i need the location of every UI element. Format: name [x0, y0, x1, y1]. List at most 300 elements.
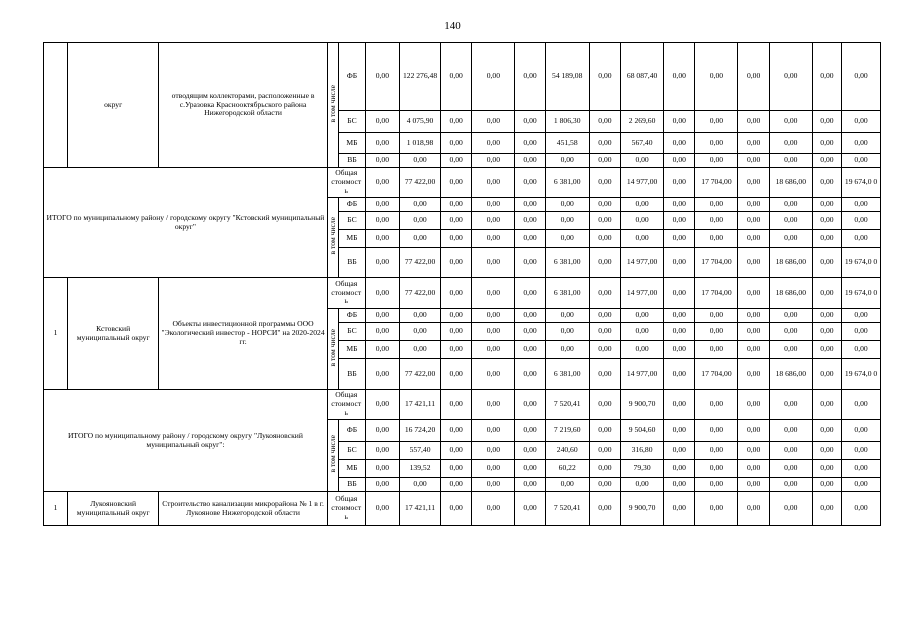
value-cell: 0,00: [440, 248, 471, 278]
value-cell: 0,00: [738, 198, 769, 212]
value-cell: 0,00: [812, 230, 841, 248]
value-cell: 16 724,20: [400, 420, 441, 442]
value-cell: 0,00: [695, 133, 738, 154]
value-cell: 0,00: [440, 278, 471, 309]
in-that-number-label: в том числе: [327, 84, 337, 123]
funding-source-cell: МБ: [339, 341, 365, 359]
value-cell: 0,00: [769, 133, 812, 154]
value-cell: 0,00: [515, 278, 545, 309]
value-cell: 0,00: [440, 111, 471, 133]
value-cell: 0,00: [842, 323, 881, 341]
value-cell: 0,00: [769, 198, 812, 212]
value-cell: 0,00: [515, 212, 545, 230]
value-cell: 0,00: [440, 309, 471, 323]
value-cell: 0,00: [738, 442, 769, 460]
value-cell: 0,00: [589, 492, 620, 526]
value-cell: 0,00: [664, 478, 695, 492]
value-cell: 0,00: [812, 309, 841, 323]
funding-source-cell: ВБ: [339, 359, 365, 390]
value-cell: 0,00: [440, 168, 471, 198]
value-cell: 0,00: [440, 133, 471, 154]
value-cell: 0,00: [738, 323, 769, 341]
value-cell: 0,00: [515, 309, 545, 323]
value-cell: 0,00: [738, 478, 769, 492]
value-cell: 7 520,41: [545, 390, 589, 420]
value-cell: 17 421,11: [400, 390, 441, 420]
value-cell: 0,00: [842, 309, 881, 323]
value-cell: 0,00: [695, 341, 738, 359]
district-cell: округ: [68, 43, 159, 168]
value-cell: 0,00: [842, 154, 881, 168]
itogo-total-cell: ИТОГО по муниципальному району / городскому округу "Лукояновский муниципальный округ":: [44, 390, 328, 492]
value-cell: 0,00: [589, 442, 620, 460]
value-cell: 0,00: [515, 248, 545, 278]
value-cell: 0,00: [365, 492, 400, 526]
value-cell: 0,00: [812, 43, 841, 111]
value-cell: 6 381,00: [545, 248, 589, 278]
value-cell: 0,00: [440, 478, 471, 492]
value-cell: 0,00: [695, 478, 738, 492]
value-cell: 17 704,00: [695, 248, 738, 278]
value-cell: 0,00: [695, 198, 738, 212]
district-cell: Кстовский муниципальный округ: [68, 278, 159, 390]
value-cell: 0,00: [621, 212, 664, 230]
value-cell: 0,00: [842, 420, 881, 442]
value-cell: 0,00: [589, 359, 620, 390]
value-cell: 0,00: [365, 323, 400, 341]
value-cell: 0,00: [400, 230, 441, 248]
value-cell: 0,00: [472, 154, 515, 168]
value-cell: 77 422,00: [400, 278, 441, 309]
value-cell: 0,00: [589, 230, 620, 248]
funding-source-cell: БС: [339, 212, 365, 230]
value-cell: 0,00: [621, 478, 664, 492]
value-cell: 0,00: [842, 43, 881, 111]
value-cell: 0,00: [400, 212, 441, 230]
in-that-number-cell: [327, 420, 339, 492]
value-cell: 0,00: [515, 111, 545, 133]
value-cell: 0,00: [842, 111, 881, 133]
value-cell: 0,00: [738, 309, 769, 323]
value-cell: 2 269,60: [621, 111, 664, 133]
value-cell: 0,00: [472, 230, 515, 248]
value-cell: 19 674,0 0: [842, 168, 881, 198]
funding-source-cell: ВБ: [339, 478, 365, 492]
value-cell: 0,00: [365, 390, 400, 420]
value-cell: 0,00: [769, 478, 812, 492]
value-cell: 0,00: [695, 154, 738, 168]
value-cell: 139,52: [400, 460, 441, 478]
value-cell: 0,00: [812, 198, 841, 212]
value-cell: 0,00: [769, 43, 812, 111]
value-cell: 0,00: [664, 248, 695, 278]
value-cell: 0,00: [472, 278, 515, 309]
value-cell: 0,00: [769, 460, 812, 478]
value-cell: 4 075,90: [400, 111, 441, 133]
value-cell: 0,00: [440, 230, 471, 248]
value-cell: 0,00: [738, 43, 769, 111]
value-cell: 0,00: [589, 198, 620, 212]
funding-source-cell: БС: [339, 323, 365, 341]
value-cell: 0,00: [738, 212, 769, 230]
value-cell: 0,00: [589, 341, 620, 359]
value-cell: 316,80: [621, 442, 664, 460]
value-cell: 0,00: [738, 341, 769, 359]
value-cell: 0,00: [664, 309, 695, 323]
value-cell: 0,00: [440, 323, 471, 341]
value-cell: 0,00: [365, 442, 400, 460]
in-that-number-label: в том числе: [327, 217, 337, 255]
in-that-number-label: в том числе: [327, 328, 337, 367]
value-cell: 0,00: [545, 212, 589, 230]
value-cell: 0,00: [664, 168, 695, 198]
value-cell: 0,00: [472, 111, 515, 133]
funding-source-cell: МБ: [339, 460, 365, 478]
value-cell: 0,00: [769, 492, 812, 526]
value-cell: 0,00: [365, 478, 400, 492]
value-cell: 0,00: [472, 43, 515, 111]
value-cell: 0,00: [365, 230, 400, 248]
object-cell: отводящим коллекторами, расположенные в с.Уразовка Краснооктябрьского района Нижегородской области: [159, 43, 328, 168]
value-cell: 0,00: [738, 278, 769, 309]
value-cell: 0,00: [515, 420, 545, 442]
value-cell: 0,00: [365, 111, 400, 133]
in-that-number-cell: [327, 198, 339, 278]
value-cell: 0,00: [545, 341, 589, 359]
value-cell: 0,00: [769, 154, 812, 168]
value-cell: 0,00: [545, 230, 589, 248]
value-cell: 0,00: [515, 154, 545, 168]
district-cell: Лукояновский муниципальный округ: [68, 492, 159, 526]
value-cell: 0,00: [812, 154, 841, 168]
value-cell: 0,00: [589, 168, 620, 198]
value-cell: 0,00: [545, 154, 589, 168]
value-cell: 0,00: [738, 390, 769, 420]
value-cell: 0,00: [664, 390, 695, 420]
value-cell: 451,58: [545, 133, 589, 154]
value-cell: 0,00: [365, 212, 400, 230]
funding-source-cell: ФБ: [339, 420, 365, 442]
value-cell: 0,00: [589, 278, 620, 309]
value-cell: 0,00: [515, 198, 545, 212]
value-cell: 240,60: [545, 442, 589, 460]
in-that-number-label: в том числе: [327, 435, 337, 473]
value-cell: 0,00: [695, 492, 738, 526]
value-cell: 0,00: [472, 460, 515, 478]
value-cell: 17 704,00: [695, 278, 738, 309]
value-cell: 14 977,00: [621, 278, 664, 309]
value-cell: 0,00: [812, 478, 841, 492]
value-cell: 0,00: [365, 278, 400, 309]
value-cell: 77 422,00: [400, 248, 441, 278]
value-cell: 0,00: [769, 341, 812, 359]
value-cell: 0,00: [472, 198, 515, 212]
value-cell: 0,00: [515, 492, 545, 526]
value-cell: 0,00: [738, 168, 769, 198]
funding-source-cell: ВБ: [339, 248, 365, 278]
in-that-number-cell: [327, 309, 339, 390]
value-cell: 1 018,98: [400, 133, 441, 154]
value-cell: 0,00: [472, 248, 515, 278]
value-cell: 18 686,00: [769, 248, 812, 278]
value-cell: 0,00: [365, 420, 400, 442]
value-cell: 0,00: [440, 212, 471, 230]
value-cell: 0,00: [738, 359, 769, 390]
value-cell: 0,00: [695, 212, 738, 230]
value-cell: 0,00: [842, 478, 881, 492]
value-cell: 0,00: [769, 323, 812, 341]
value-cell: 17 421,11: [400, 492, 441, 526]
value-cell: 0,00: [842, 460, 881, 478]
value-cell: 0,00: [842, 492, 881, 526]
value-cell: 0,00: [515, 168, 545, 198]
value-cell: 0,00: [365, 154, 400, 168]
value-cell: 0,00: [812, 492, 841, 526]
value-cell: 18 686,00: [769, 359, 812, 390]
value-cell: 0,00: [769, 230, 812, 248]
value-cell: 0,00: [440, 420, 471, 442]
value-cell: 0,00: [472, 212, 515, 230]
value-cell: 0,00: [472, 390, 515, 420]
value-cell: 0,00: [472, 420, 515, 442]
total-cost-label: Общая стоимост ь: [327, 168, 365, 198]
value-cell: 0,00: [545, 198, 589, 212]
value-cell: 0,00: [440, 154, 471, 168]
total-cost-label: Общая стоимост ь: [327, 390, 365, 420]
value-cell: 0,00: [400, 309, 441, 323]
total-cost-label: Общая стоимост ь: [327, 492, 365, 526]
value-cell: 0,00: [664, 323, 695, 341]
value-cell: 0,00: [695, 323, 738, 341]
value-cell: 0,00: [842, 341, 881, 359]
value-cell: 18 686,00: [769, 168, 812, 198]
value-cell: 0,00: [769, 309, 812, 323]
value-cell: 0,00: [472, 442, 515, 460]
value-cell: 0,00: [664, 341, 695, 359]
value-cell: 0,00: [738, 133, 769, 154]
row-number-cell: 1: [44, 492, 68, 526]
value-cell: 0,00: [621, 309, 664, 323]
value-cell: 0,00: [664, 212, 695, 230]
value-cell: 0,00: [589, 460, 620, 478]
value-cell: 0,00: [769, 442, 812, 460]
value-cell: 0,00: [472, 359, 515, 390]
itogo-total-cell: ИТОГО по муниципальному району / городскому округу "Кстовский муниципальный округ": [44, 168, 328, 278]
value-cell: 0,00: [515, 341, 545, 359]
value-cell: 0,00: [515, 390, 545, 420]
funding-source-cell: ФБ: [339, 309, 365, 323]
value-cell: 19 674,0 0: [842, 278, 881, 309]
value-cell: 0,00: [664, 442, 695, 460]
value-cell: 0,00: [400, 154, 441, 168]
value-cell: 0,00: [738, 154, 769, 168]
value-cell: 0,00: [400, 341, 441, 359]
value-cell: 0,00: [515, 323, 545, 341]
value-cell: 0,00: [365, 309, 400, 323]
value-cell: 0,00: [515, 359, 545, 390]
value-cell: 0,00: [589, 478, 620, 492]
value-cell: 9 900,70: [621, 390, 664, 420]
value-cell: 0,00: [515, 133, 545, 154]
page-number: 140: [444, 20, 461, 32]
value-cell: 0,00: [440, 442, 471, 460]
value-cell: 0,00: [842, 442, 881, 460]
value-cell: 0,00: [664, 198, 695, 212]
value-cell: 0,00: [812, 390, 841, 420]
value-cell: 9 900,70: [621, 492, 664, 526]
value-cell: 122 276,48: [400, 43, 441, 111]
value-cell: 6 381,00: [545, 278, 589, 309]
value-cell: 0,00: [664, 492, 695, 526]
value-cell: 0,00: [812, 111, 841, 133]
value-cell: 0,00: [664, 43, 695, 111]
value-cell: 0,00: [664, 133, 695, 154]
value-cell: 0,00: [545, 478, 589, 492]
value-cell: 14 977,00: [621, 248, 664, 278]
value-cell: 0,00: [812, 460, 841, 478]
value-cell: 0,00: [812, 133, 841, 154]
value-cell: 0,00: [695, 420, 738, 442]
value-cell: 6 381,00: [545, 359, 589, 390]
value-cell: 557,40: [400, 442, 441, 460]
value-cell: 0,00: [440, 43, 471, 111]
value-cell: 0,00: [738, 420, 769, 442]
value-cell: 0,00: [515, 442, 545, 460]
value-cell: 0,00: [365, 248, 400, 278]
value-cell: 0,00: [695, 442, 738, 460]
value-cell: 0,00: [440, 341, 471, 359]
funding-source-cell: БС: [339, 111, 365, 133]
value-cell: 0,00: [621, 230, 664, 248]
value-cell: 0,00: [472, 309, 515, 323]
table-row: [44, 390, 881, 420]
value-cell: 0,00: [695, 460, 738, 478]
value-cell: 79,30: [621, 460, 664, 478]
value-cell: 0,00: [589, 323, 620, 341]
value-cell: 54 189,08: [545, 43, 589, 111]
value-cell: 0,00: [440, 492, 471, 526]
value-cell: 0,00: [695, 43, 738, 111]
value-cell: 0,00: [365, 359, 400, 390]
value-cell: 0,00: [664, 278, 695, 309]
value-cell: 0,00: [365, 341, 400, 359]
table-row: [44, 43, 881, 111]
value-cell: 77 422,00: [400, 359, 441, 390]
value-cell: 0,00: [515, 230, 545, 248]
funding-source-cell: БС: [339, 442, 365, 460]
value-cell: 19 674,0 0: [842, 359, 881, 390]
value-cell: 0,00: [365, 198, 400, 212]
value-cell: 0,00: [664, 420, 695, 442]
value-cell: 0,00: [621, 154, 664, 168]
value-cell: 0,00: [589, 390, 620, 420]
value-cell: 0,00: [769, 420, 812, 442]
value-cell: 0,00: [812, 168, 841, 198]
value-cell: 0,00: [621, 198, 664, 212]
row-number-cell: [44, 43, 68, 168]
value-cell: 0,00: [589, 111, 620, 133]
value-cell: 0,00: [472, 478, 515, 492]
value-cell: 0,00: [664, 154, 695, 168]
value-cell: 0,00: [664, 460, 695, 478]
value-cell: 60,22: [545, 460, 589, 478]
value-cell: 0,00: [842, 133, 881, 154]
value-cell: 0,00: [664, 111, 695, 133]
value-cell: 0,00: [440, 390, 471, 420]
value-cell: 0,00: [695, 111, 738, 133]
value-cell: 1 806,30: [545, 111, 589, 133]
value-cell: 9 504,60: [621, 420, 664, 442]
value-cell: 17 704,00: [695, 359, 738, 390]
value-cell: 0,00: [440, 460, 471, 478]
value-cell: 0,00: [842, 390, 881, 420]
value-cell: 0,00: [695, 230, 738, 248]
value-cell: 0,00: [365, 133, 400, 154]
value-cell: 0,00: [589, 133, 620, 154]
value-cell: 0,00: [738, 460, 769, 478]
value-cell: 0,00: [472, 323, 515, 341]
value-cell: 0,00: [589, 420, 620, 442]
table-row: [44, 278, 881, 309]
value-cell: 0,00: [400, 198, 441, 212]
value-cell: 567,40: [621, 133, 664, 154]
object-cell: Объекты инвестиционной программы ООО "Экологический инвестор - НОРСИ" на 2020-2024 гг.: [159, 278, 328, 390]
value-cell: 0,00: [515, 478, 545, 492]
value-cell: 6 381,00: [545, 168, 589, 198]
value-cell: 0,00: [472, 492, 515, 526]
total-cost-label: Общая стоимост ь: [327, 278, 365, 309]
value-cell: 0,00: [365, 168, 400, 198]
value-cell: 19 674,0 0: [842, 248, 881, 278]
value-cell: 0,00: [695, 309, 738, 323]
table-row: [44, 492, 881, 526]
value-cell: 0,00: [400, 478, 441, 492]
value-cell: 14 977,00: [621, 168, 664, 198]
value-cell: 0,00: [365, 43, 400, 111]
value-cell: 0,00: [769, 390, 812, 420]
row-number-cell: 1: [44, 278, 68, 390]
value-cell: 0,00: [738, 230, 769, 248]
value-cell: 0,00: [812, 359, 841, 390]
funding-source-cell: ВБ: [339, 154, 365, 168]
value-cell: 14 977,00: [621, 359, 664, 390]
value-cell: 77 422,00: [400, 168, 441, 198]
funding-source-cell: ФБ: [339, 198, 365, 212]
value-cell: 0,00: [621, 341, 664, 359]
budget-table: [43, 42, 881, 526]
value-cell: 0,00: [472, 341, 515, 359]
value-cell: 0,00: [400, 323, 441, 341]
funding-source-cell: МБ: [339, 133, 365, 154]
value-cell: 0,00: [440, 359, 471, 390]
funding-source-cell: ФБ: [339, 43, 365, 111]
value-cell: 0,00: [812, 323, 841, 341]
value-cell: 0,00: [589, 154, 620, 168]
value-cell: 0,00: [589, 43, 620, 111]
value-cell: 0,00: [812, 248, 841, 278]
object-cell: Строительство канализации микрорайона № 1 в г. Лукоянове Нижегородской области: [159, 492, 328, 526]
table-row: [44, 168, 881, 198]
value-cell: 0,00: [812, 278, 841, 309]
value-cell: 0,00: [842, 198, 881, 212]
value-cell: 0,00: [812, 442, 841, 460]
value-cell: 0,00: [738, 248, 769, 278]
value-cell: 0,00: [769, 212, 812, 230]
value-cell: 0,00: [738, 492, 769, 526]
value-cell: 0,00: [589, 309, 620, 323]
value-cell: 0,00: [664, 359, 695, 390]
value-cell: 0,00: [440, 198, 471, 212]
